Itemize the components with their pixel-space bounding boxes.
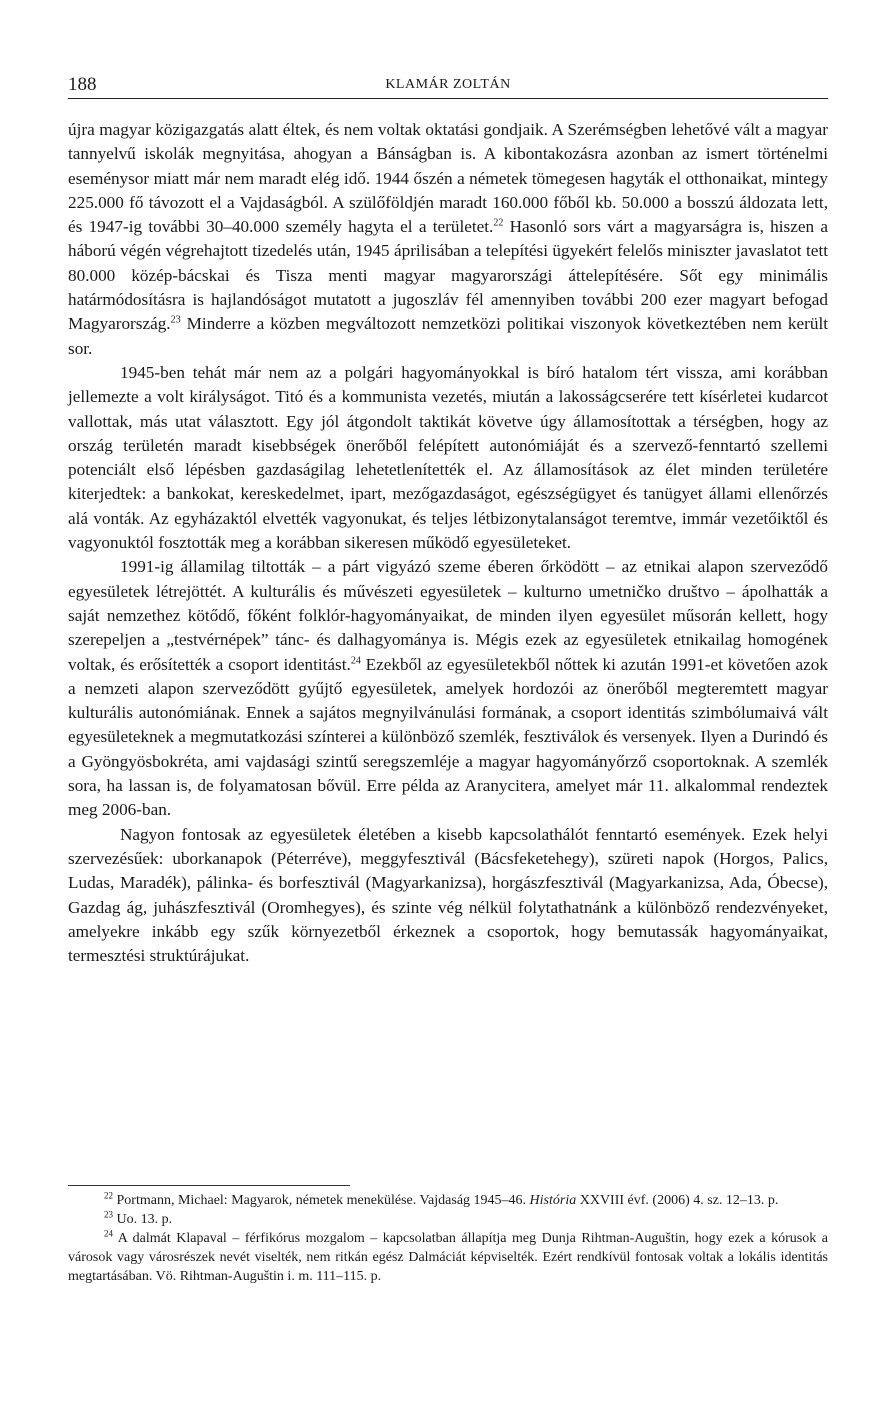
footnote-22-number: 22 [104, 1190, 113, 1201]
paragraph-2: 1945-ben tehát már nem az a polgári hagyományokkal is bíró hatalom tért vissza, ami korábban jellemezte a volt királyságot. Titó és a kommunista vezetés, miután a lakosságcserére tett kísérletei kudarcot vallottak, más utat választott. Egy jól átgondolt taktikát követve úgy államosítottak a térségben, hogy az ország területén maradt kisebbségek önerőből felépített autonómiáját és a szervező-fenntartó szellemi potenciált első lépésben gazdaságilag lehetetlenítették el. Az államosítások az élet minden területére kiterjedtek: a bankokat, kereskedelmet, ipart, mezőgazdaságot, egészségügyet és tanügyet állami ellenőrzés alá vonták. Az egyházaktól elvették vagyonukat, és teljes létbizonytalanságot teremtve, immár vezetőiktől és vagyonuktól fosztották meg a korábban sikeresen működő egyesületeket. [68, 362, 828, 553]
footnote-24 [68, 1229, 828, 1286]
page-header [68, 68, 828, 99]
paragraph-4: Nagyon fontosak az egyesületek életében a kisebb kapcsolathálót fenntartó események. Ezek helyi szervezésűek: uborkanapok (Péterréve), meggyfesztivál (Bácsfeketehegy), szüreti napok (Horgos, Palics, Ludas, Maradék), pálinka- és borfesztivál (Magyarkanizsa), horgászfesztivál (Magyarkanizsa, Ada, Óbecse), Gazdag ág, juhászfesztivál (Oromhegyes), és szinte vég nélkül folytathatnánk a különböző rendezvényeket, amelyekre inkább egy szűk környezetből érkeznek a csoportok, hogy bemutassák hagyományaikat, termesztési struktúrájukat. [68, 824, 828, 966]
footnote-23-number: 23 [104, 1209, 113, 1220]
footnote-24-number: 24 [104, 1228, 113, 1239]
main-text [68, 118, 828, 968]
paragraph-1-text-c: Minderre a közben megváltozott nemzetközi politikai viszonyok következtében nem került sor. [68, 314, 828, 358]
footnote-ref-22: 22 [493, 217, 504, 229]
footnote-ref-23: 23 [170, 314, 181, 326]
footnote-22 [68, 1191, 828, 1210]
running-title: KLAMÁR ZOLTÁN [385, 77, 511, 92]
footnote-ref-24: 24 [350, 654, 361, 666]
footnotes [68, 1191, 828, 1286]
footnote-24-text: A dalmát Klapaval – férfikórus mozgalom – kapcsolatban állapítja meg Dunja Rihtman-Auguštin, hogy ezek a kórusok a városok vagy városrészek nevét viselték, nem ritkán egész Dalmáciát képviselték. Ezért rendkívül fontosak voltak a lokális identitás megtartásában. Vö. Rihtman-Auguštin i. m. 111–115. p. [68, 1231, 828, 1284]
paragraph-3-text-a: 1991-ig államilag tiltották – a párt vigyázó szeme éberen őrködött – az etnikai alapon szerveződő egyesületek létrejöttét. A kulturális és művészeti egyesületek – kulturno umetničko društvo – ápolhatták a saját nemzethez kötődő, főként folklór-hagyományaikat, de minden ilyen egyesület műsorán kellett, hogy szerepeljen a „testvérnépek” tánc- és dalhagyománya is. Mégis ezek az egyesületek etnikailag homogének voltak, és erősítették a csoport identitást. [68, 557, 828, 674]
paragraph-1-text-b: Hasonló sors várt a magyarságra is, hiszen a háború végén végrehajtott tizedelés után, 1945 áprilisában a telepítési ügyekért felelős miniszter javaslatot tett 80.000 közép-bácskai és Tisza menti magyar magyarországi áttelepítésére. Sőt egy minimális határmódosításra is hajlandóságot mutatott a jugoszláv fél amennyiben további 200 ezer magyart befogad Magyarország. [68, 217, 828, 334]
footnote-22-journal: História [529, 1193, 577, 1208]
paragraph-3 [68, 555, 828, 822]
footnote-22-text-b: XXVIII évf. (2006) 4. sz. 12–13. p. [576, 1193, 779, 1208]
page-number: 188 [68, 74, 97, 95]
paragraph-1-text-a: újra magyar közigazgatás alatt éltek, és nem voltak oktatási gondjaik. A Szerémségben lehetővé vált a magyar tannyelvű iskolák megnyitása, ahogyan a Bánságban is. A kibontakozásra azonban az ismert történelmi eseménysor miatt már nem maradt elég idő. 1944 őszén a németek tömegesen hagyták el otthonaikat, mintegy 225.000 fő távozott el a Vajdaságból. A szülőföldjén maradt 160.000 főből kb. 50.000 a bosszú áldozata lett, és 1947-ig további 30–40.000 személy hagyta el a területet. [68, 120, 828, 237]
footnote-22-text-a: Portmann, Michael: Magyarok, németek menekülése. Vajdaság 1945–46. [116, 1193, 530, 1208]
paragraph-1 [68, 118, 828, 361]
paragraph-3-text-b: Ezekből az egyesületekből nőttek ki azután 1991-et követően azok a nemzeti alapon szerveződött gyűjtő egyesületek, amelyek hordozói az önerőből megteremtett magyar kulturális autonómiának. Ennek a sajátos megnyilvánulási formának, a csoport identitás szimbólumaivá vált egyesületeknek a megmutatkozási színterei a különböző szemlék, fesztiválok és versenyek. Ilyen a Durindó és a Gyöngyösbokréta, ami vajdasági szintű seregszemléje a magyar hagyományőrző csoportoknak. A szemlék sora, ha lassan is, de folyamatosan bővül. Erre példa az Aranycitera, amelyet már 11. alkalommal rendeztek meg 2006-ban. [68, 654, 828, 820]
footnote-23-text: Uo. 13. p. [116, 1212, 173, 1227]
footnote-divider [68, 1185, 350, 1186]
footnote-23 [68, 1210, 828, 1229]
